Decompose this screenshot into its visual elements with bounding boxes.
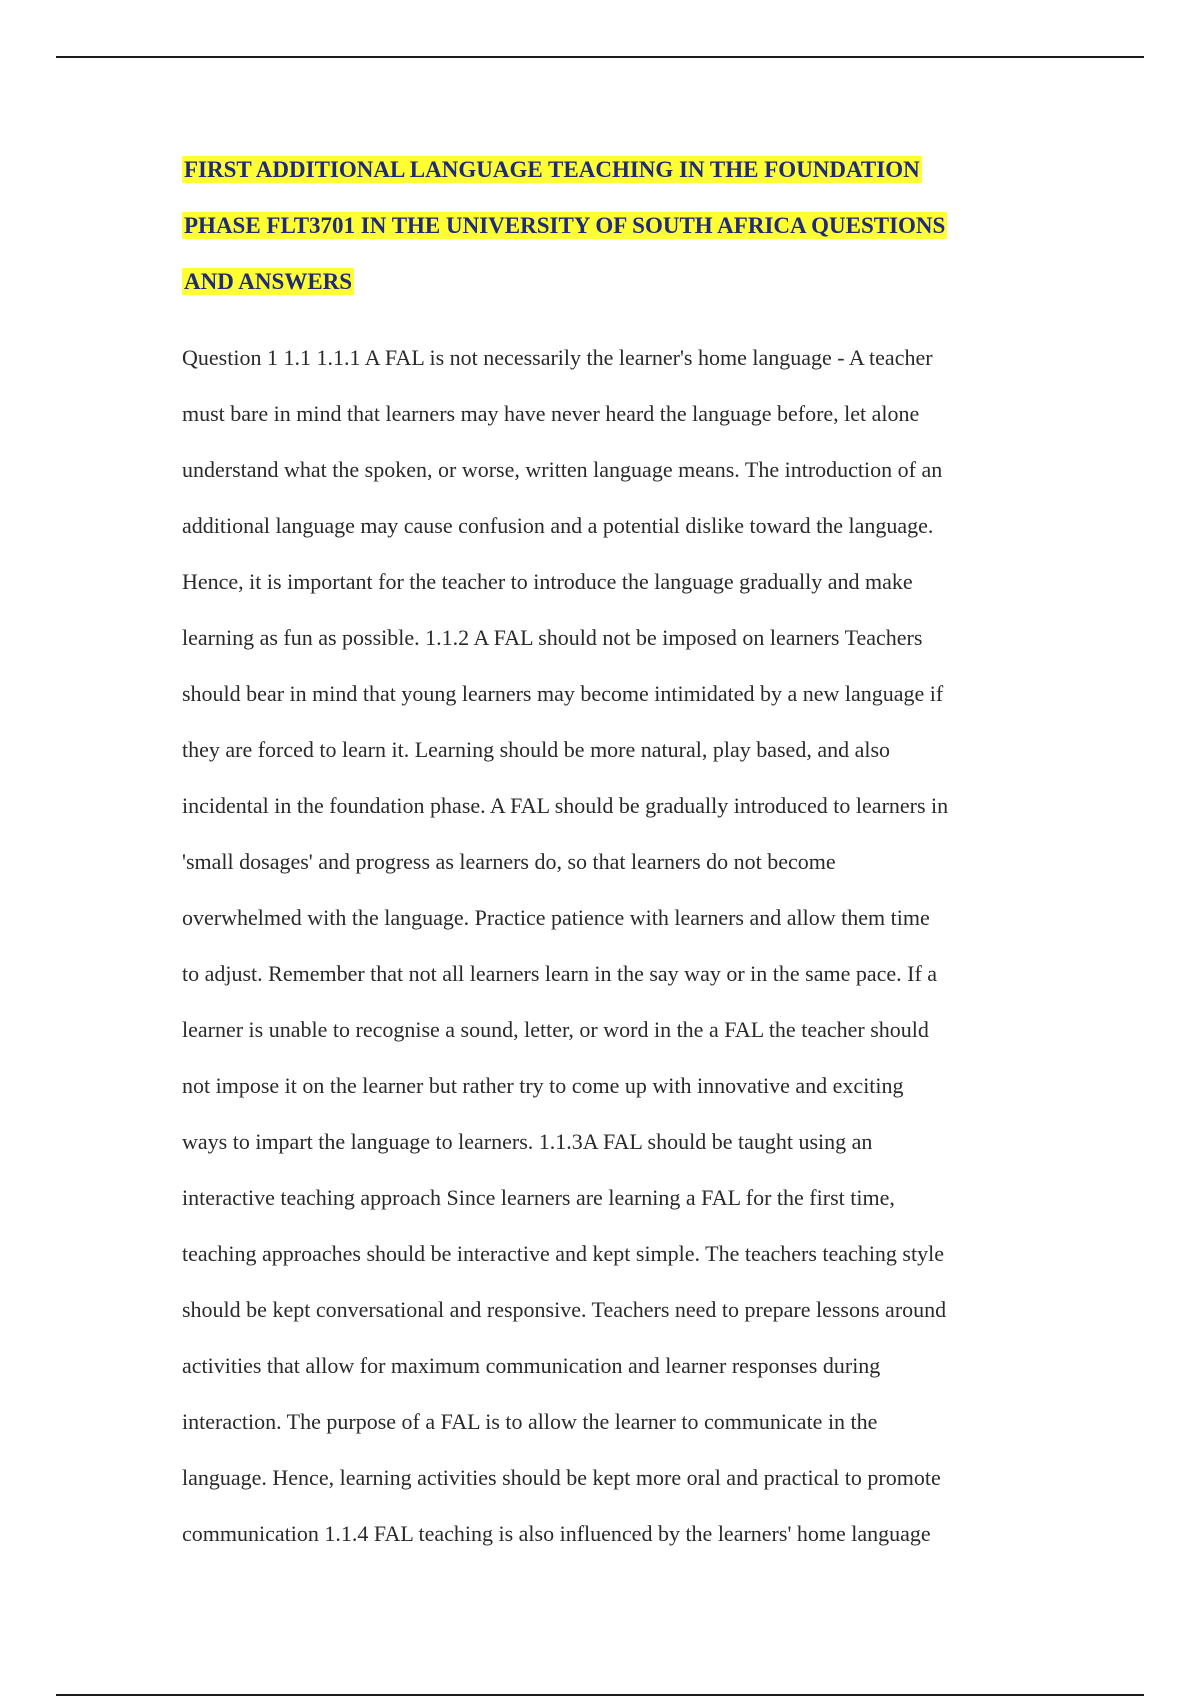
body-line: language. Hence, learning activities should be kept more oral and practical to promote	[182, 1465, 941, 1490]
title-line: FIRST ADDITIONAL LANGUAGE TEACHING IN THE FOUNDATION	[184, 157, 920, 182]
body-line: interaction. The purpose of a FAL is to allow the learner to communicate in the	[182, 1409, 878, 1434]
body-line: they are forced to learn it. Learning should be more natural, play based, and also	[182, 737, 891, 762]
body-line: activities that allow for maximum communication and learner responses during	[182, 1353, 881, 1378]
body-line: communication 1.1.4 FAL teaching is also influenced by the learners' home language	[182, 1521, 931, 1546]
body-line: 'small dosages' and progress as learners do, so that learners do not become	[182, 849, 836, 874]
document-title	[182, 142, 1062, 310]
body-line: teaching approaches should be interactive and kept simple. The teachers teaching style	[182, 1241, 944, 1266]
body-line: interactive teaching approach Since learners are learning a FAL for the first time,	[182, 1185, 895, 1210]
title-line: PHASE FLT3701 IN THE UNIVERSITY OF SOUTH AFRICA QUESTIONS	[184, 213, 946, 238]
body-line: Hence, it is important for the teacher to introduce the language gradually and make	[182, 569, 913, 594]
body-line: overwhelmed with the language. Practice patience with learners and allow them time	[182, 905, 930, 930]
body-line: incidental in the foundation phase. A FAL should be gradually introduced to learners in	[182, 793, 949, 818]
body-line: learner is unable to recognise a sound, letter, or word in the a FAL the teacher should	[182, 1017, 929, 1042]
body-line: must bare in mind that learners may have never heard the language before, let alone	[182, 401, 920, 426]
body-line: ways to impart the language to learners. 1.1.3A FAL should be taught using an	[182, 1129, 873, 1154]
body-line: Question 1 1.1 1.1.1 A FAL is not necessarily the learner's home language - A teacher	[182, 345, 933, 370]
body-line: should be kept conversational and responsive. Teachers need to prepare lessons around	[182, 1297, 947, 1322]
title-line: AND ANSWERS	[184, 269, 353, 294]
top-rule	[56, 56, 1144, 58]
body-line: learning as fun as possible. 1.1.2 A FAL should not be imposed on learners Teachers	[182, 625, 923, 650]
body-line: not impose it on the learner but rather try to come up with innovative and exciting	[182, 1073, 904, 1098]
body-line: understand what the spoken, or worse, written language means. The introduction of an	[182, 457, 943, 482]
body-line: to adjust. Remember that not all learners learn in the say way or in the same pace. If a	[182, 961, 938, 986]
document-body	[182, 330, 1062, 1562]
body-line: should bear in mind that young learners may become intimidated by a new language if	[182, 681, 944, 706]
body-line: additional language may cause confusion and a potential dislike toward the language.	[182, 513, 934, 538]
bottom-rule	[56, 1694, 1144, 1696]
